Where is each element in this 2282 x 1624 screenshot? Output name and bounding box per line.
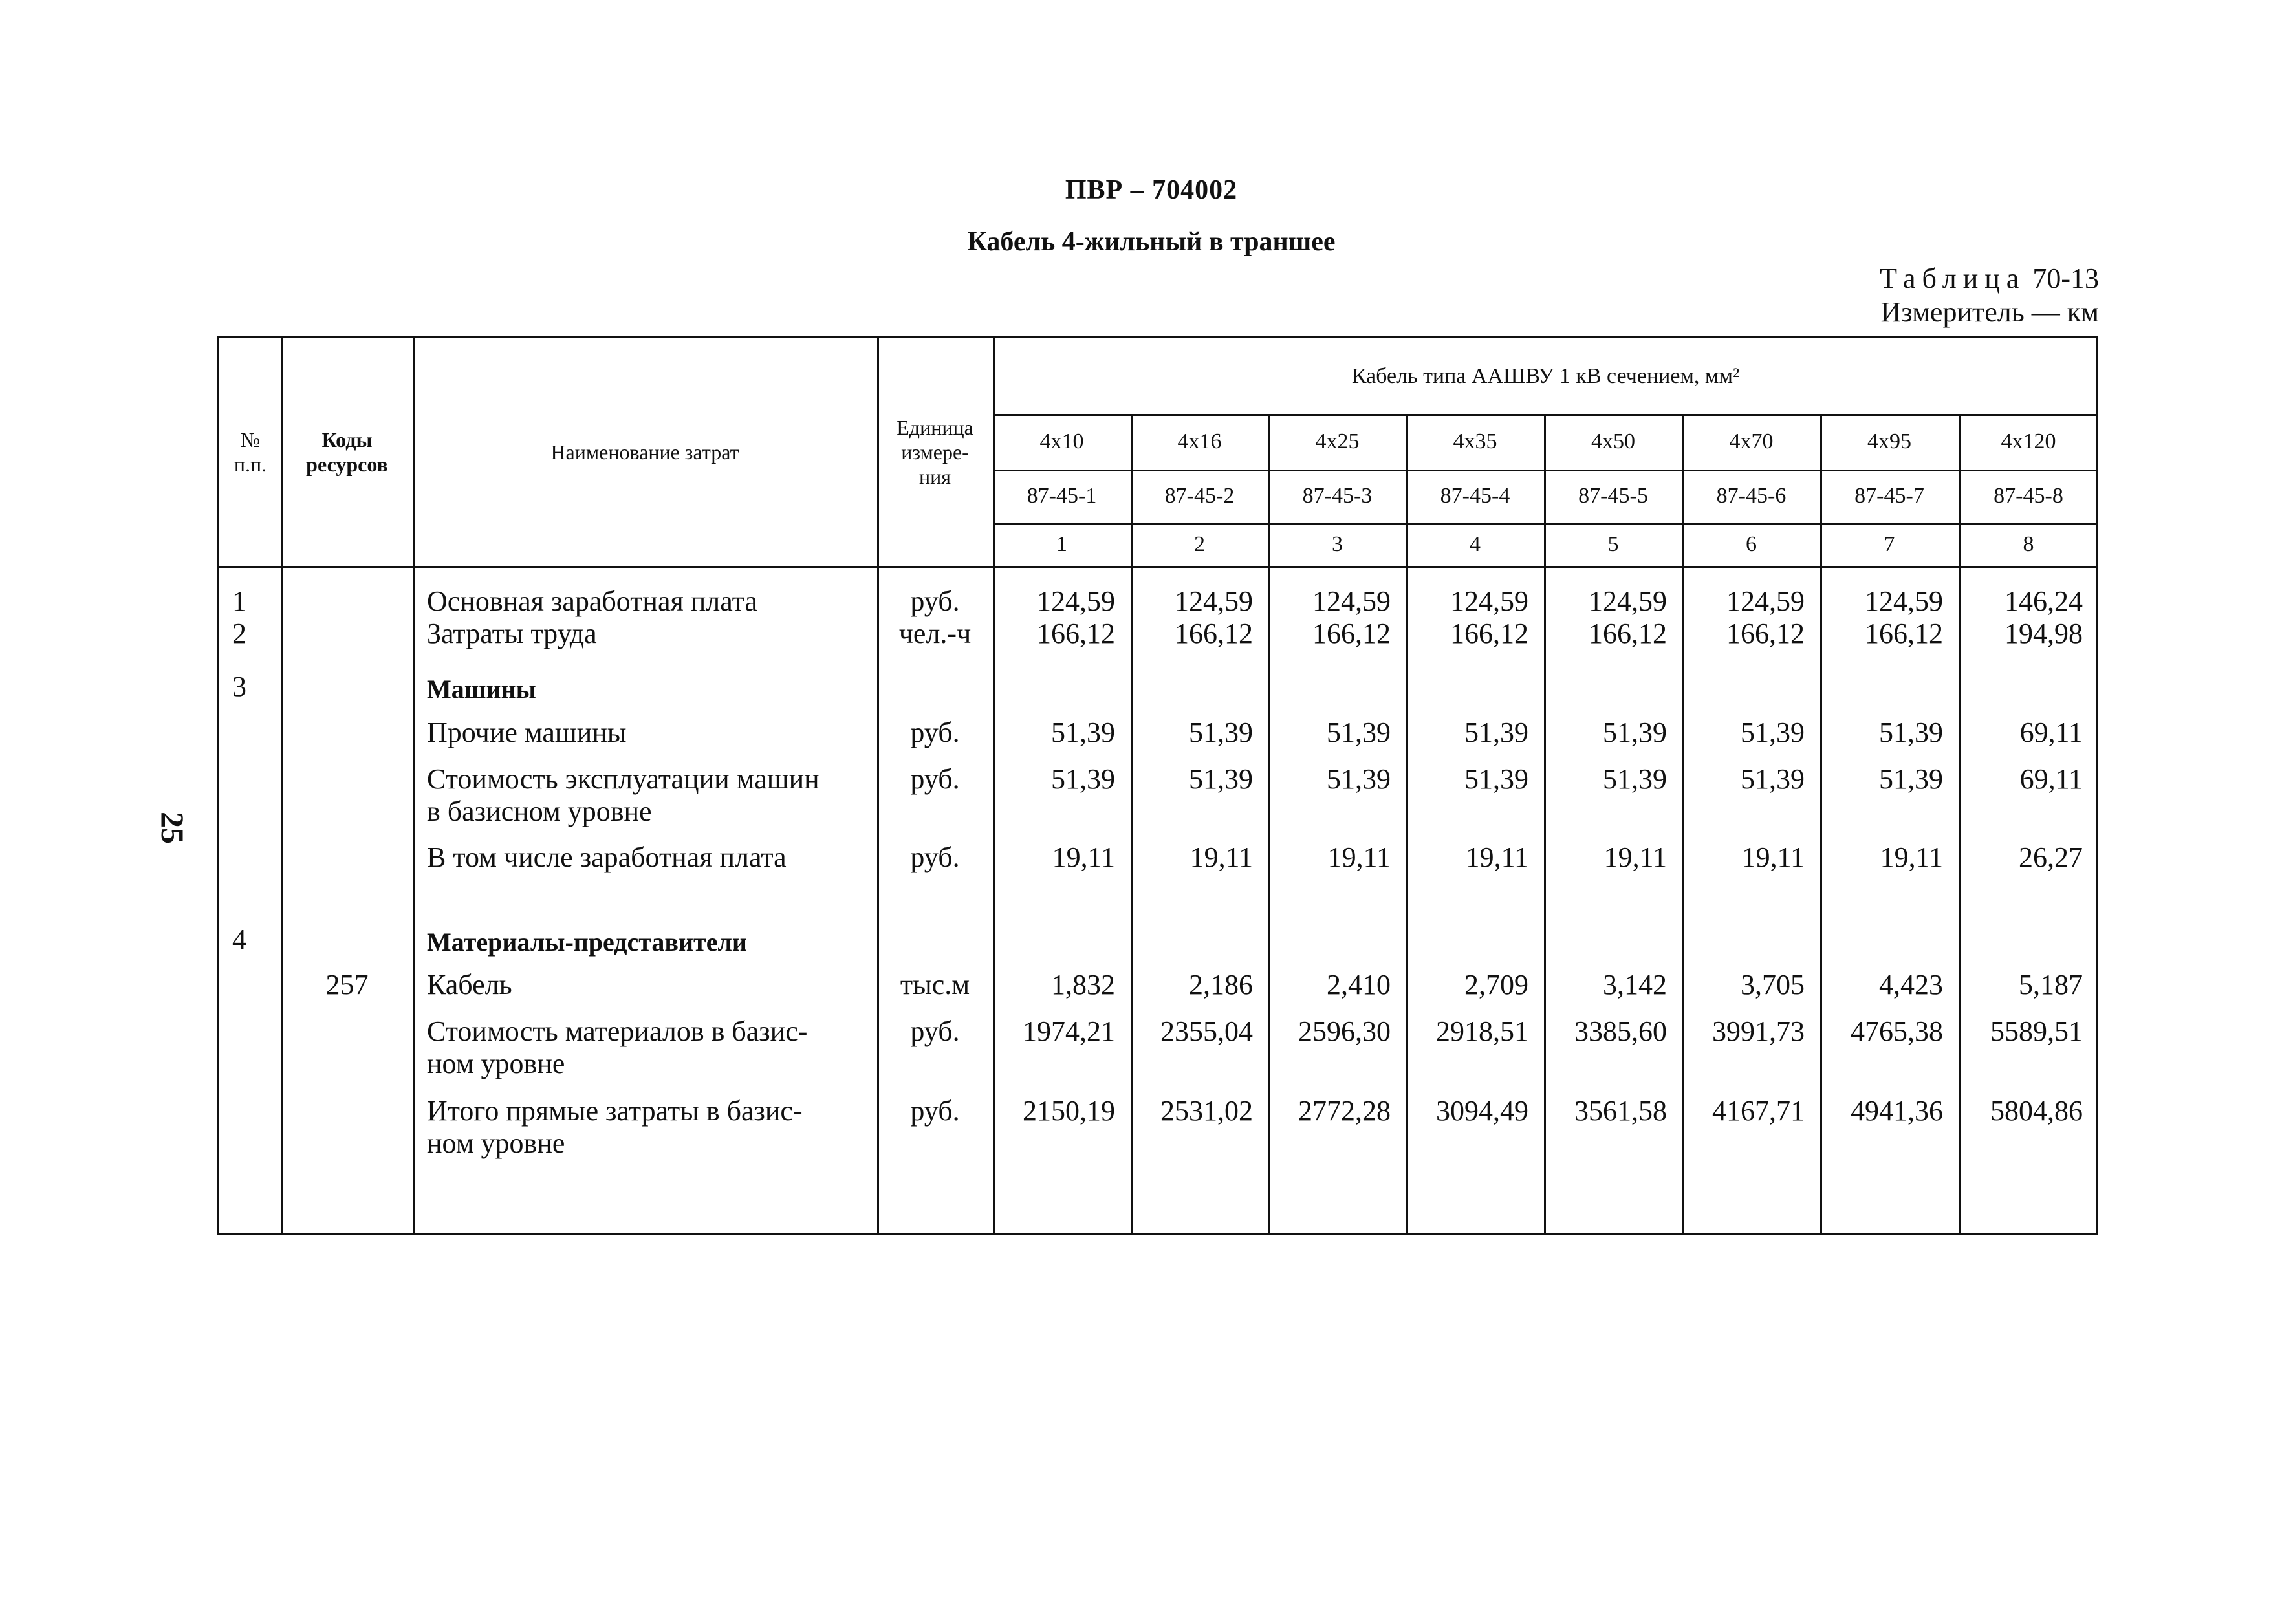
cell-value: 2,186 [1189, 969, 1253, 1001]
row-number: 1 [232, 585, 246, 617]
cell-value: 51,39 [1603, 763, 1667, 795]
cell-value: 2772,28 [1298, 1095, 1391, 1127]
cell-value: 51,39 [1189, 763, 1253, 795]
cell-value: 124,59 [1037, 585, 1115, 617]
cell-value: 4941,36 [1851, 1095, 1943, 1127]
header-norm-code: 87-45-3 [1302, 484, 1373, 508]
cost-name: ном уровне [427, 1048, 565, 1079]
cell-value: 3561,58 [1574, 1095, 1667, 1127]
unit-value: тыс.м [900, 969, 970, 1001]
resource-code: 257 [325, 969, 369, 1001]
unit-value: руб. [910, 1095, 960, 1127]
cell-value: 2596,30 [1298, 1015, 1391, 1047]
header-col-index: 3 [1332, 532, 1343, 556]
row-number: 3 [232, 671, 246, 702]
cell-value: 19,11 [1741, 841, 1805, 873]
cell-value: 4167,71 [1712, 1095, 1805, 1127]
unit-value: руб. [910, 1015, 960, 1047]
cost-name: ном уровне [427, 1127, 565, 1159]
cell-value: 166,12 [1037, 618, 1115, 649]
section-heading: Материалы-представители [427, 927, 747, 957]
cell-value: 124,59 [1312, 585, 1391, 617]
cost-name: В том числе заработная плата [427, 841, 787, 873]
cell-value: 69,11 [2019, 763, 2083, 795]
cost-table [217, 336, 2098, 1235]
cell-value: 19,11 [1603, 841, 1667, 873]
cell-value: 51,39 [1464, 717, 1528, 748]
cell-value: 2,709 [1464, 969, 1528, 1001]
cell-value: 1974,21 [1023, 1015, 1115, 1047]
cost-name: Затраты труда [427, 618, 597, 649]
cell-value: 5,187 [2019, 969, 2083, 1001]
cell-value: 124,59 [1865, 585, 1943, 617]
cell-value: 51,39 [1879, 763, 1943, 795]
cost-name: Основная заработная плата [427, 585, 757, 617]
measure-label: Измеритель — км [1880, 296, 2099, 328]
table-caption [1880, 262, 2099, 329]
cell-value: 3385,60 [1574, 1015, 1667, 1047]
cell-value: 5804,86 [1990, 1095, 2083, 1127]
header-section: 4х35 [1453, 429, 1497, 453]
cell-value: 51,39 [1879, 717, 1943, 748]
header-col-index: 7 [1884, 532, 1895, 556]
cell-value: 19,11 [1880, 841, 1943, 873]
cell-value: 124,59 [1450, 585, 1528, 617]
cell-value: 2918,51 [1436, 1015, 1528, 1047]
cell-value: 3094,49 [1436, 1095, 1528, 1127]
header-col-index: 4 [1470, 532, 1481, 556]
header-unit: Единица измере- ния [896, 416, 973, 488]
header-section: 4х70 [1729, 429, 1774, 453]
cell-value: 51,39 [1327, 717, 1391, 748]
cost-name: Кабель [427, 969, 512, 1001]
cost-name: Прочие машины [427, 717, 627, 748]
doc-code: ПВР – 704002 [1065, 175, 1238, 205]
cell-value: 19,11 [1465, 841, 1528, 873]
page-number: 25 [155, 812, 191, 844]
cell-value: 146,24 [2005, 585, 2083, 617]
cell-value: 2531,02 [1160, 1095, 1253, 1127]
unit-value: чел.-ч [898, 618, 972, 649]
cell-value: 69,11 [2019, 717, 2083, 748]
cell-value: 51,39 [1741, 717, 1805, 748]
cell-value: 124,59 [1175, 585, 1253, 617]
header-norm-code: 87-45-4 [1440, 484, 1510, 508]
cell-value: 51,39 [1464, 763, 1528, 795]
header-col-index: 6 [1746, 532, 1757, 556]
cost-name: в базисном уровне [427, 796, 652, 827]
row-number: 2 [232, 618, 246, 649]
cell-value: 166,12 [1589, 618, 1667, 649]
cell-value: 166,12 [1865, 618, 1943, 649]
header-section: 4х16 [1177, 429, 1222, 453]
header-norm-code: 87-45-7 [1854, 484, 1924, 508]
cost-name: Стоимость материалов в базис- [427, 1015, 808, 1047]
header-codes: Коды ресурсов [306, 428, 388, 476]
cell-value: 166,12 [1726, 618, 1805, 649]
cell-value: 51,39 [1051, 717, 1115, 748]
cell-value: 51,39 [1741, 763, 1805, 795]
cell-value: 2355,04 [1160, 1015, 1253, 1047]
header-cable-group: Кабель типа ААШВУ 1 кВ сечением, мм² [1351, 363, 1740, 388]
header-norm-code: 87-45-5 [1578, 484, 1648, 508]
table-label: Таблица [1880, 263, 2026, 294]
header-col-index: 5 [1607, 532, 1619, 556]
cell-value: 166,12 [1450, 618, 1528, 649]
unit-value: руб. [910, 841, 960, 873]
cell-value: 5589,51 [1990, 1015, 2083, 1047]
cell-value: 19,11 [1052, 841, 1115, 873]
unit-value: руб. [910, 717, 960, 748]
header-section: 4х25 [1315, 429, 1360, 453]
cell-value: 19,11 [1190, 841, 1253, 873]
doc-subtitle: Кабель 4-жильный в траншее [967, 227, 1336, 257]
cell-value: 166,12 [1175, 618, 1253, 649]
unit-value: руб. [910, 585, 960, 617]
cell-value: 19,11 [1327, 841, 1391, 873]
cell-value: 124,59 [1726, 585, 1805, 617]
cell-value: 3,142 [1603, 969, 1667, 1001]
header-col-index: 2 [1194, 532, 1205, 556]
header-norm-code: 87-45-8 [1994, 484, 2063, 508]
header-norm-code: 87-45-6 [1716, 484, 1787, 508]
cell-value: 4765,38 [1851, 1015, 1943, 1047]
cost-name: Стоимость эксплуатации машин [427, 763, 820, 795]
header-section: 4х95 [1867, 429, 1911, 453]
cell-value: 51,39 [1603, 717, 1667, 748]
cell-value: 1,832 [1051, 969, 1115, 1001]
table-number-line [1880, 262, 2099, 296]
table-number: 70-13 [2032, 263, 2099, 294]
cell-value: 166,12 [1312, 618, 1391, 649]
header-section: 4х10 [1039, 429, 1084, 453]
cell-value: 51,39 [1189, 717, 1253, 748]
cell-value: 4,423 [1879, 969, 1943, 1001]
header-col-index: 8 [2023, 532, 2034, 556]
header-norm-code: 87-45-1 [1027, 484, 1097, 508]
section-heading: Машины [427, 675, 536, 704]
unit-value: руб. [910, 763, 960, 795]
cost-name: Итого прямые затраты в базис- [427, 1095, 803, 1127]
cell-value: 194,98 [2005, 618, 2083, 649]
header-col-index: 1 [1056, 532, 1067, 556]
cell-value: 3,705 [1741, 969, 1805, 1001]
header-section: 4х50 [1591, 429, 1635, 453]
header-name: Наименование затрат [550, 440, 739, 464]
header-bottom-divider [219, 566, 2098, 568]
header-section: 4х120 [2001, 429, 2056, 453]
header-norm-code: 87-45-2 [1164, 484, 1235, 508]
cell-value: 26,27 [2019, 841, 2083, 873]
row-number: 4 [232, 924, 246, 955]
header-num: № п.п. [234, 428, 267, 476]
cell-value: 2,410 [1327, 969, 1391, 1001]
cell-value: 51,39 [1051, 763, 1115, 795]
cell-value: 51,39 [1327, 763, 1391, 795]
cell-value: 3991,73 [1712, 1015, 1805, 1047]
cell-value: 124,59 [1589, 585, 1667, 617]
cell-value: 2150,19 [1023, 1095, 1115, 1127]
